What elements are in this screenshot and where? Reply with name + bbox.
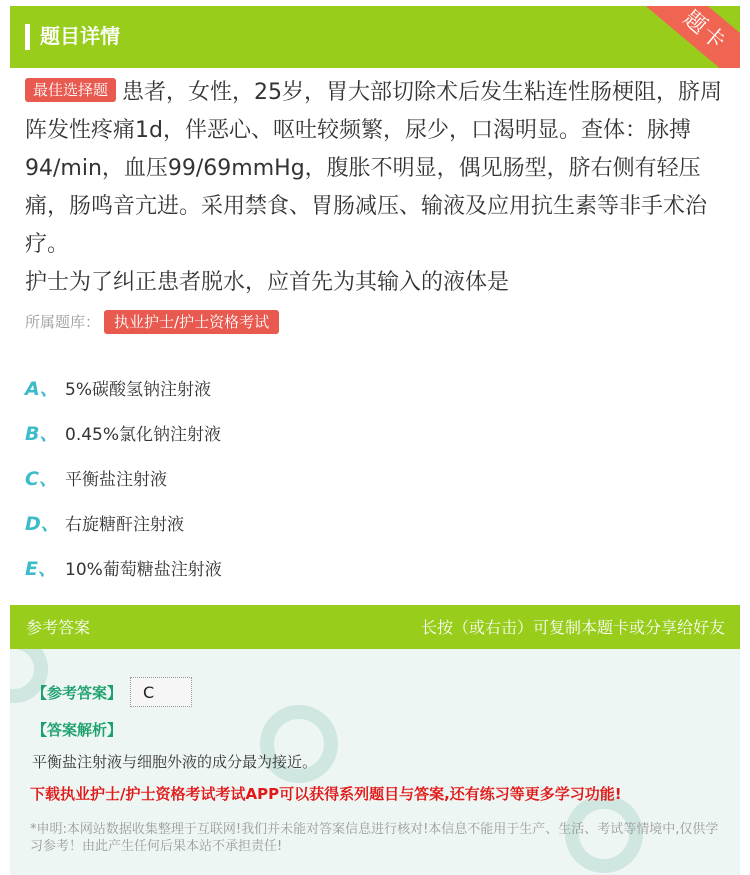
option-b[interactable] bbox=[25, 410, 222, 455]
answer-panel bbox=[10, 605, 740, 875]
option-text: 10%葡萄糖盐注射液 bbox=[65, 560, 222, 580]
option-c[interactable] bbox=[25, 455, 222, 500]
disclaimer: *申明:本网站数据收集整理于互联网!我们并未能对答案信息进行核对!本信息不能用于生产、生活、考试等情境中,仅供学习参考！由此产生任何后果本站不承担责任! bbox=[30, 822, 719, 854]
option-text: 0.45%氯化钠注射液 bbox=[65, 425, 222, 445]
question-text bbox=[25, 74, 725, 302]
bank-tag[interactable]: 执业护士/护士资格考试 bbox=[104, 310, 279, 334]
app-download-link[interactable]: 下载执业护士/护士资格考试考试APP可以获得系列题目与答案,还有练习等更多学习功能! bbox=[30, 785, 622, 803]
reference-answer bbox=[32, 677, 192, 707]
reference-answer-value: C bbox=[130, 677, 192, 707]
option-letter: D、 bbox=[25, 513, 60, 535]
analysis-text: 平衡盐注射液与细胞外液的成分最为接近。 bbox=[32, 753, 318, 771]
page-title: 题目详情 bbox=[40, 24, 120, 48]
option-e[interactable] bbox=[25, 545, 222, 590]
option-text: 右旋糖酐注射液 bbox=[65, 515, 184, 535]
ribbon-label: 题卡 bbox=[678, 6, 732, 57]
option-letter: E、 bbox=[25, 558, 57, 580]
question-stem: 患者，女性，25岁，胃大部切除术后发生粘连性肠梗阻，脐周阵发性疼痛1d，伴恶心、呕吐较频繁，尿少，口渴明显。查体：脉搏94/min，血压99/69mmHg，腹胀不明显，偶见肠型，脐右侧有轻压痛，肠鸣音亢进。采用禁食、胃肠减压、输液及应用抗生素等非手术治疗。 bbox=[25, 80, 723, 257]
header-accent bbox=[25, 24, 30, 50]
question-bank bbox=[25, 310, 279, 334]
option-letter: B、 bbox=[25, 423, 59, 445]
reference-answer-label: 【参考答案】 bbox=[32, 683, 123, 702]
option-d[interactable] bbox=[25, 500, 222, 545]
bank-label: 所属题库： bbox=[25, 313, 101, 331]
option-a[interactable] bbox=[25, 365, 222, 410]
question-type-tag: 最佳选择题 bbox=[25, 78, 116, 102]
share-hint: 长按（或右击）可复制本题卡或分享给好友 bbox=[420, 618, 725, 637]
option-letter: A、 bbox=[25, 378, 59, 400]
option-text: 平衡盐注射液 bbox=[65, 470, 167, 490]
option-letter: C、 bbox=[25, 468, 58, 490]
header-bar bbox=[10, 6, 740, 68]
question-prompt: 护士为了纠正患者脱水，应首先为其输入的液体是 bbox=[25, 270, 510, 295]
analysis-label: 【答案解析】 bbox=[32, 721, 123, 739]
answer-header-title: 参考答案 bbox=[26, 618, 91, 637]
options-list bbox=[25, 365, 222, 590]
option-text: 5%碳酸氢钠注射液 bbox=[65, 380, 211, 400]
answer-header bbox=[10, 605, 740, 649]
